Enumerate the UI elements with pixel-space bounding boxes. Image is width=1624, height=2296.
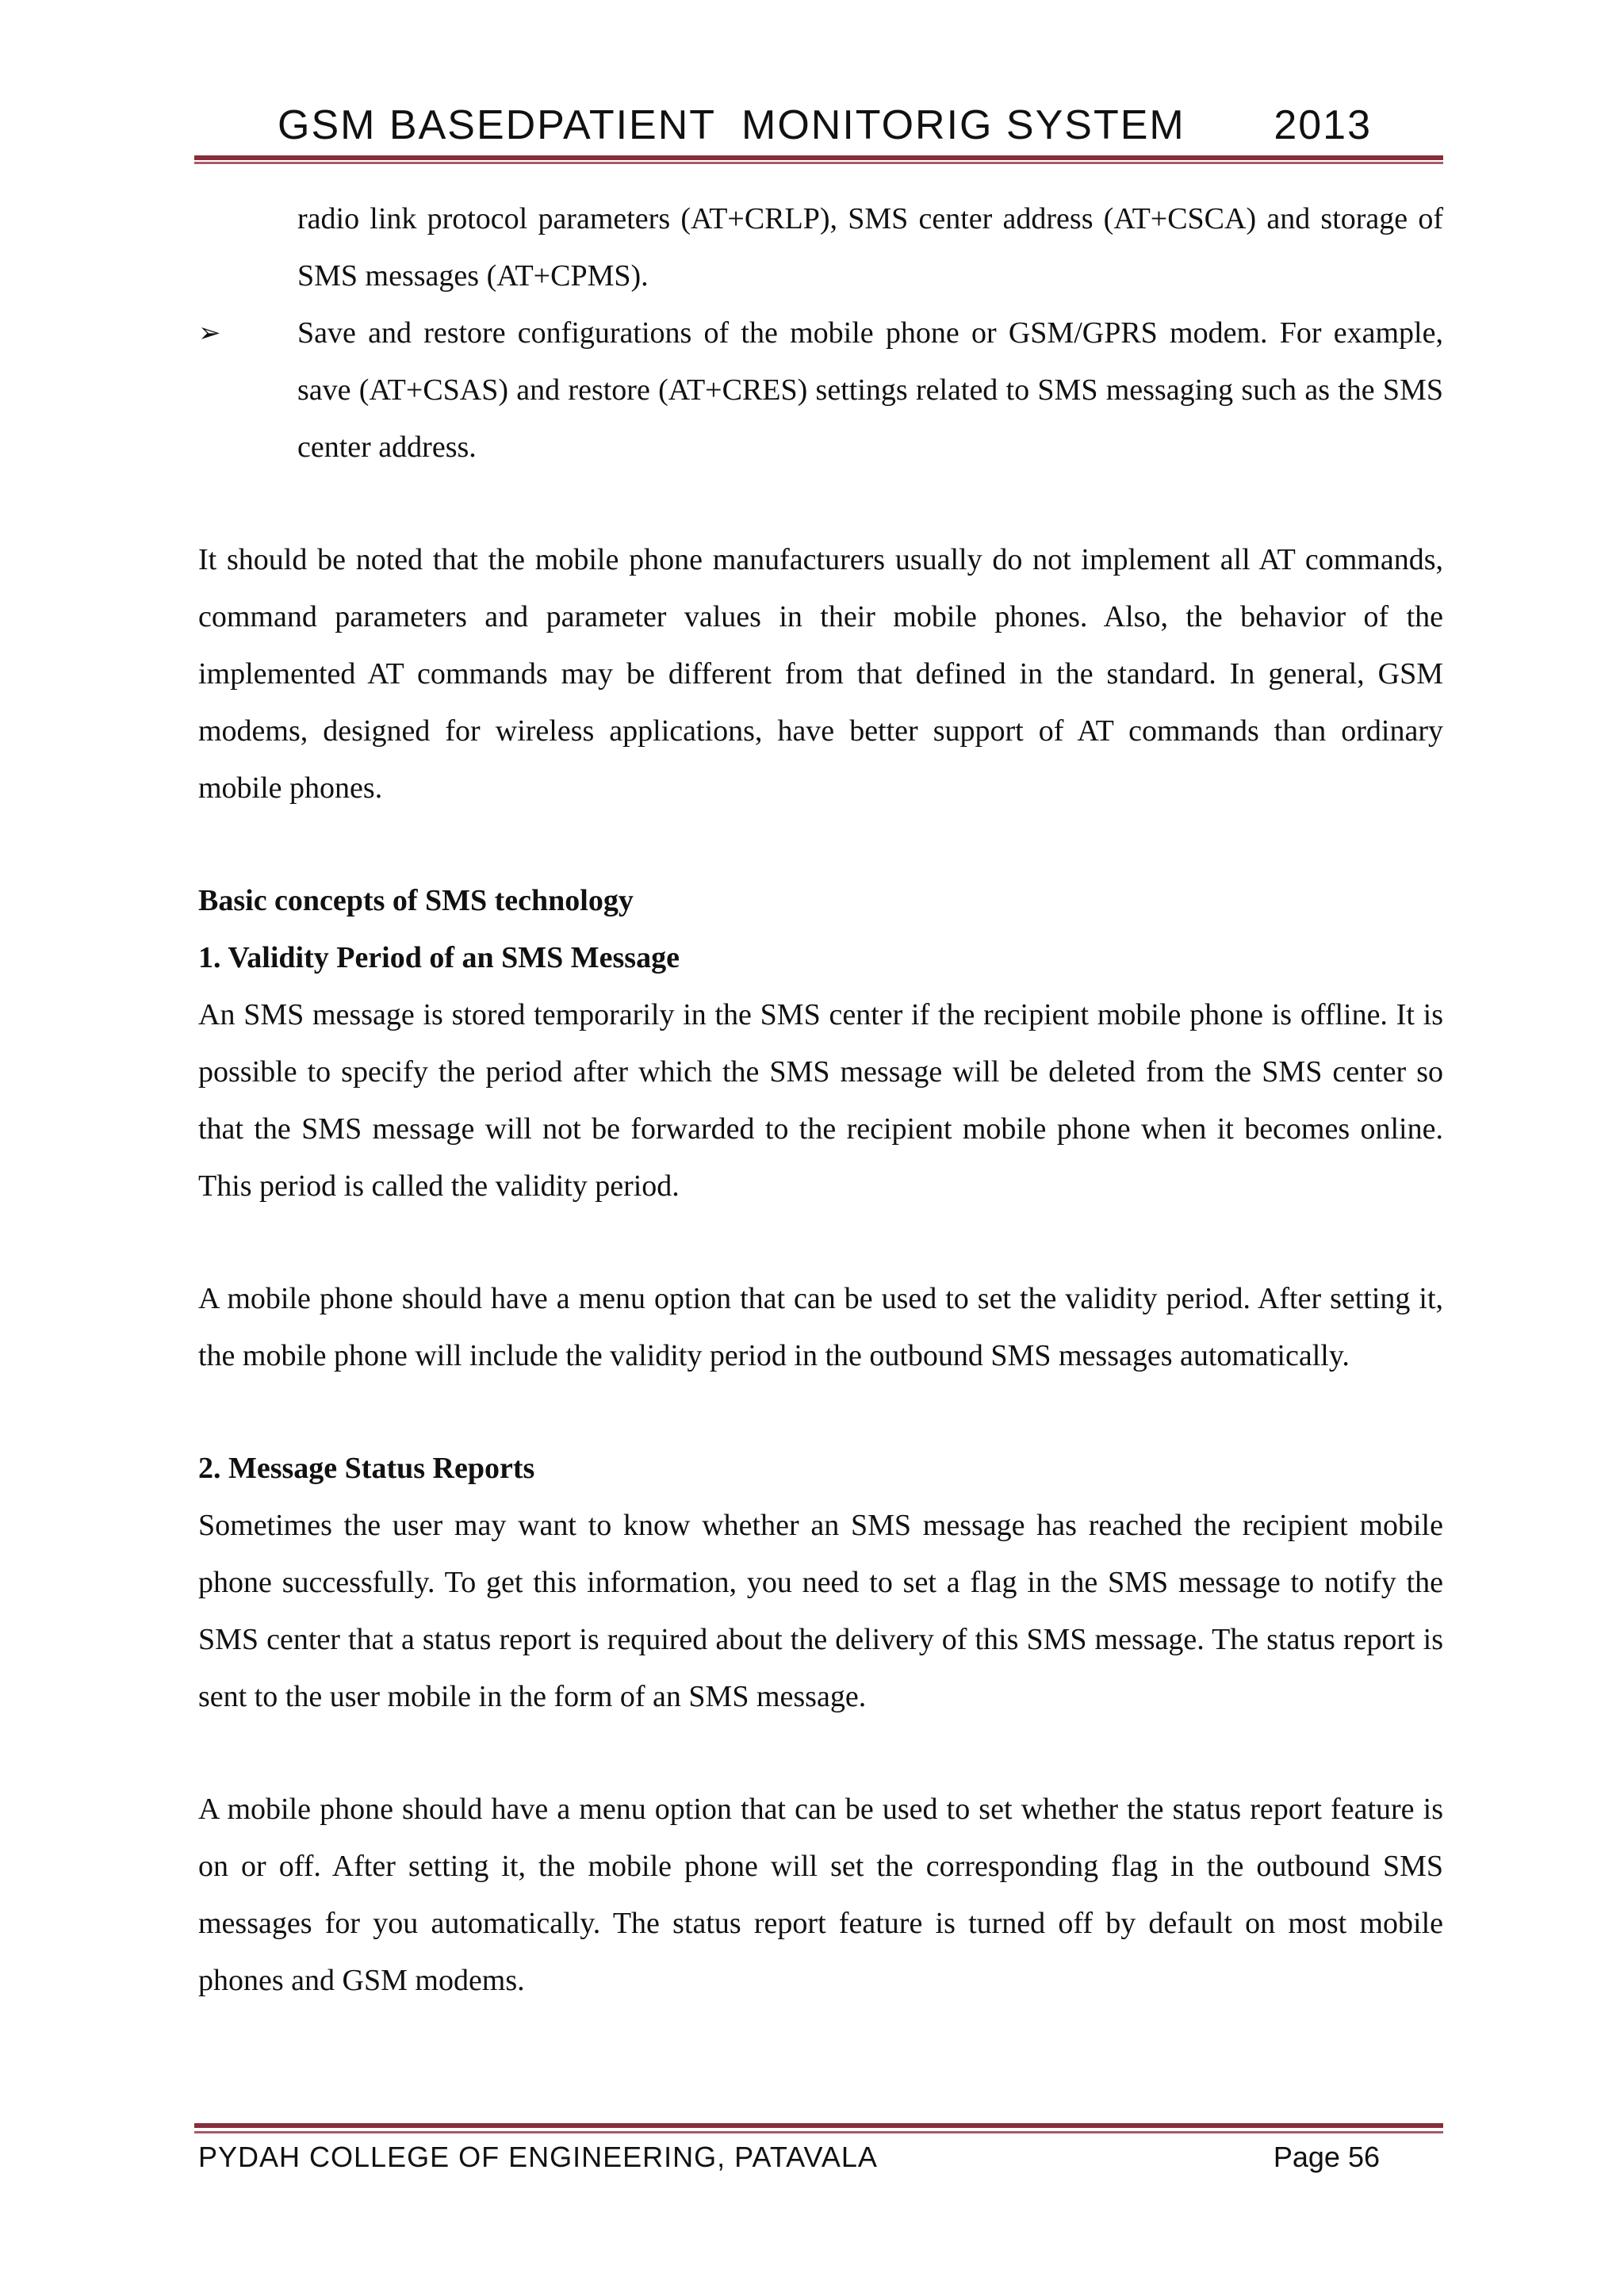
header-rule [194,155,1443,160]
footer-college: PYDAH COLLEGE OF ENGINEERING, PATAVALA [198,2141,878,2173]
section1-paragraph1: An SMS message is stored temporarily in the SMS center if the recipient mobile phone is offline. It is possible to specify the period after which the SMS message will be deleted from the SMS center so that the SMS message will not be forwarded to the recipient mobile phone when it becomes online. This period is called the validity period. [198,998,1443,1203]
page-number: Page 56 [1273,2141,1380,2173]
header-rule-thin [194,162,1443,164]
section2-paragraph2: A mobile phone should have a menu option that can be used to set whether the status report feature is on or off. After setting it, the mobile phone will set the corresponding flag in the outbound SMS messages for you automatically. The status report feature is turned off by default on most mobile phones and GSM modems. [198,1793,1443,1997]
footer-rule-thin [194,2131,1443,2133]
header-title: GSM BASEDPATIENT MONITORIG SYSTEM [278,102,1185,148]
section1-paragraph2: A mobile phone should have a menu option that can be used to set the validity period. After setting it, the mobile phone will include the validity period in the outbound SMS messages automatically. [198,1282,1443,1372]
section2-heading: 2. Message Status Reports [198,1452,535,1485]
bullet-item [198,304,1443,476]
section-heading: Basic concepts of SMS technology [198,884,634,917]
page-header [278,95,1372,159]
arrow-bullet-icon: ➢ [198,317,221,349]
footer-rule [194,2123,1443,2128]
bullet-text: Save and restore configurations of the mobile phone or GSM/GPRS modem. For example, save (AT+CSAS) and restore (AT+CRES) settings related to SMS messaging such as the SMS center address. [297,316,1443,464]
paragraph-note: It should be noted that the mobile phone manufacturers usually do not implement all AT commands, command parameters and parameter values in their mobile phones. Also, the behavior of the implemented AT commands may be different from that defined in the standard. In general, GSM modems, designed for wireless applications, have better support of AT commands than ordinary mobile phones. [198,543,1443,805]
header-year: 2013 [1274,102,1372,148]
section1-heading: 1. Validity Period of an SMS Message [198,941,680,974]
page-footer [198,2141,1380,2188]
page-body [198,190,1443,2009]
intro-continuation: radio link protocol parameters (AT+CRLP), SMS center address (AT+CSCA) and storage of SMS messages (AT+CPMS). [297,202,1443,293]
section2-paragraph1: Sometimes the user may want to know whether an SMS message has reached the recipient mobile phone successfully. To get this information, you need to set a flag in the SMS message to notify the SMS center that a status report is required about the delivery of this SMS message. The status report is sent to the user mobile in the form of an SMS message. [198,1509,1443,1713]
